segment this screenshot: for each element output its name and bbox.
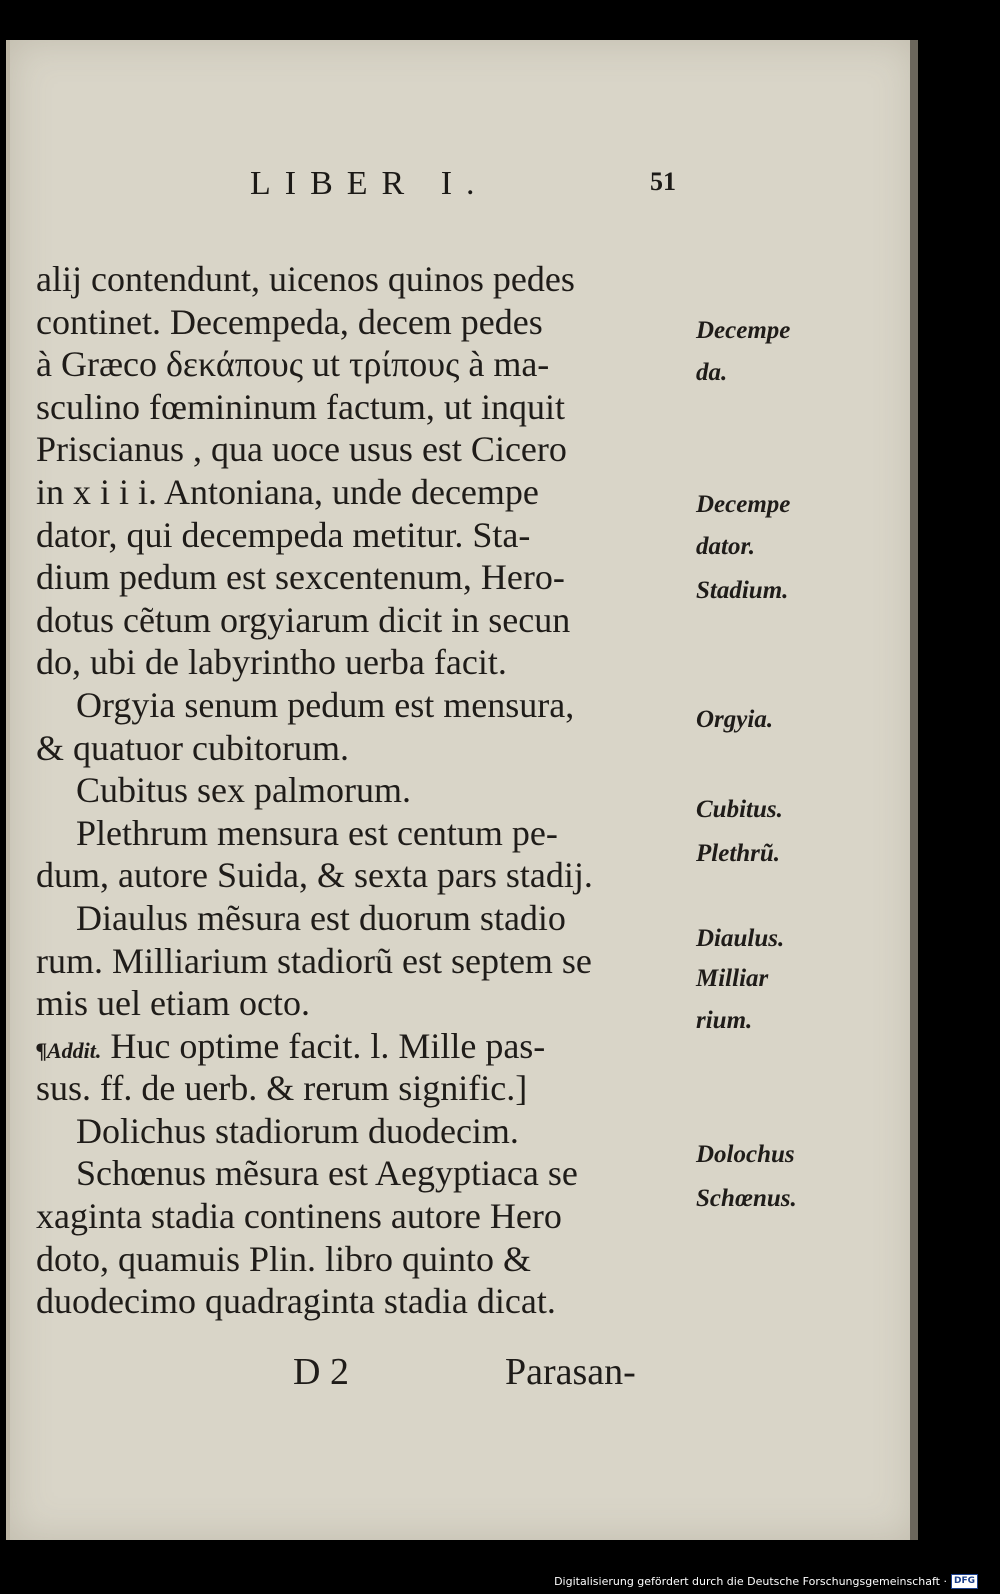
text-line: dator, qui decempeda metitur. Sta-: [36, 514, 531, 555]
text-line: à Græco δεκάπους ut τρίπους à ma-: [36, 344, 550, 385]
credit-text: Digitalisierung gefördert durch die Deutsche Forschungsgemeinschaft ·: [554, 1575, 947, 1588]
text-line: Cubitus sex palmorum.: [76, 770, 411, 811]
text-line: Diaulus mẽsura est duorum stadio: [76, 897, 566, 938]
text-line: do, ubi de labyrintho uerba facit.: [36, 642, 507, 683]
running-head: LIBER I.: [250, 165, 489, 202]
margin-note: Schœnus.: [696, 1185, 797, 1212]
page-number: 51: [650, 167, 676, 196]
text-line: & quatuor cubitorum.: [36, 727, 349, 768]
main-text-block: [36, 258, 696, 1323]
text-line: rum. Milliarium stadiorũ est septem se: [36, 940, 592, 981]
margin-note: Orgyia.: [696, 706, 774, 733]
text-line: continet. Decempeda, decem pedes: [36, 301, 543, 342]
addit-text: Huc optime facit. l. Mille pas-: [110, 1025, 546, 1066]
text-line: dium pedum est sexcentenum, Hero-: [36, 557, 565, 598]
text-line: Priscianus , qua uoce usus est Cicero: [36, 429, 567, 470]
page-header: [10, 165, 915, 205]
margin-note: Diaulus.: [696, 925, 785, 952]
text-line: duodecimo quadraginta stadia dicat.: [36, 1281, 556, 1322]
margin-note: Dolochus: [696, 1141, 795, 1168]
digitization-credit: [554, 1574, 978, 1589]
margin-note: Decempe: [696, 317, 791, 344]
text-line: in x i i i. Antoniana, unde decempe: [36, 471, 539, 512]
addit-marker: ¶Addit.: [36, 1037, 102, 1063]
margin-note: Stadium.: [696, 577, 789, 604]
catchword: Parasan-: [505, 1351, 636, 1393]
text-line: doto, quamuis Plin. libro quinto &: [36, 1238, 532, 1279]
margin-note: da.: [696, 359, 728, 386]
text-line: sus. ff. de uerb. & rerum signific.]: [36, 1068, 528, 1109]
margin-note: Milliar: [696, 965, 769, 992]
text-line: sculino fœmininum factum, ut inquit: [36, 386, 565, 427]
text-line: Dolichus stadiorum duodecim.: [76, 1110, 519, 1151]
dfg-logo: DFG: [951, 1574, 978, 1589]
page-edge: [910, 40, 918, 1540]
text-line-addit: [36, 1025, 696, 1068]
book-page: [6, 40, 915, 1540]
text-line: mis uel etiam octo.: [36, 983, 310, 1024]
margin-note: Decempe: [696, 491, 791, 518]
text-line: Plethrum mensura est centum pe-: [76, 812, 558, 853]
text-line: alij contendunt, uicenos quinos pedes: [36, 259, 575, 299]
margin-note: dator.: [696, 533, 756, 560]
margin-note: Cubitus.: [696, 796, 783, 823]
signature-mark: D 2: [293, 1351, 349, 1393]
margin-note: rium.: [696, 1007, 753, 1034]
text-line: xaginta stadia continens autore Hero: [36, 1196, 562, 1237]
text-line: Schœnus mẽsura est Aegyptiaca se: [76, 1153, 578, 1194]
text-line: dum, autore Suida, & sexta pars stadij.: [36, 855, 593, 896]
signature-line: [10, 1350, 915, 1400]
text-line: Orgyia senum pedum est mensura,: [76, 684, 575, 725]
text-line: dotus cẽtum orgyiarum dicit in secun: [36, 599, 571, 640]
margin-note: Plethrũ.: [696, 840, 781, 867]
